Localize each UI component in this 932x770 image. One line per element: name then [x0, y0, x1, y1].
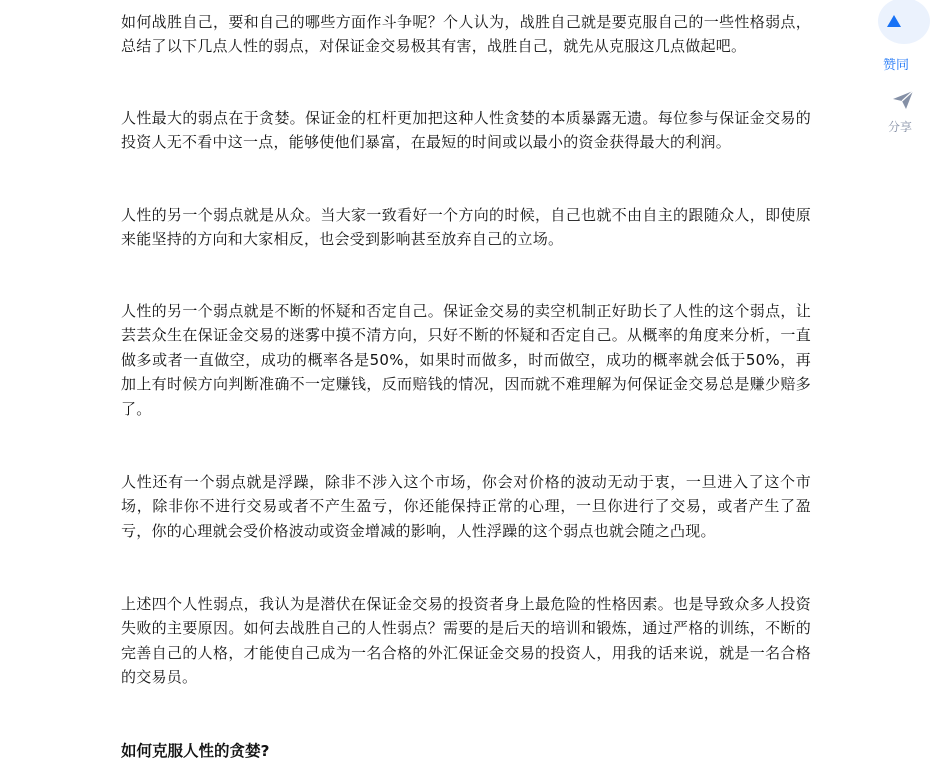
article-paragraph: 上述四个人性弱点，我认为是潜伏在保证金交易的投资者身上最危险的性格因素。也是导致众多人投资失败的主要原因。如何去战胜自己的人性弱点？需要的是后天的培训和锻炼，通过严格的训练，不断的完善自己的人格，才能使自己成为一名合格的外汇保证金交易的投资人，用我的话来说，就是一名合格的交易员。 [121, 595, 811, 687]
triangle-up-icon [887, 15, 901, 27]
article-paragraph: 人性最大的弱点在于贪婪。保证金的杠杆更加把这种人性贪婪的本质暴露无遗。每位参与保证金交易的投资人无不看中这一点，能够使他们暴富，在最短的时间或以最小的资金获得最大的利润。 [121, 109, 811, 152]
section-heading: 如何克服人性的贪婪? [121, 742, 270, 760]
vote-up-button[interactable] [878, 0, 930, 44]
article-paragraph: 人性的另一个弱点就是不断的怀疑和否定自己。保证金交易的卖空机制正好助长了人性的这个弱点，让芸芸众生在保证金交易的迷雾中摸不清方向，只好不断的怀疑和否定自己。从概率的角度来分析，一直做多或者一直做空，成功的概率各是50%，如果时而做多，时而做空，成功的概率就会低于50%，再加上有时候方向判断准确不一定赚钱，反而赔钱的情况，因而就不难理解为何保证金交易总是赚少赔多了。 [121, 302, 811, 418]
article-paragraph: 人性还有一个弱点就是浮躁，除非不涉入这个市场，你会对价格的波动无动于衷，一旦进入了这个市场，除非你不进行交易或者不产生盈亏，你还能保持正常的心理，一旦你进行了交易，或者产生了盈亏，你的心理就会受价格波动或资金增减的影响，人性浮躁的这个弱点也就会随之凸现。 [121, 473, 811, 540]
article-paragraph: 如何战胜自己，要和自己的哪些方面作斗争呢？个人认为，战胜自己就是要克服自己的一些性格弱点，总结了以下几点人性的弱点，对保证金交易极其有害，战胜自己，就先从克服这几点做起吧。 [121, 13, 811, 56]
share-label[interactable]: 分享 [888, 120, 913, 134]
vote-label[interactable]: 赞同 [883, 58, 910, 73]
article-paragraph: 人性的另一个弱点就是从众。当大家一致看好一个方向的时候，自己也就不由自主的跟随众人，即使原来能坚持的方向和大家相反，也会受到影响甚至放弃自己的立场。 [121, 206, 811, 249]
paper-plane-icon[interactable] [892, 90, 914, 110]
